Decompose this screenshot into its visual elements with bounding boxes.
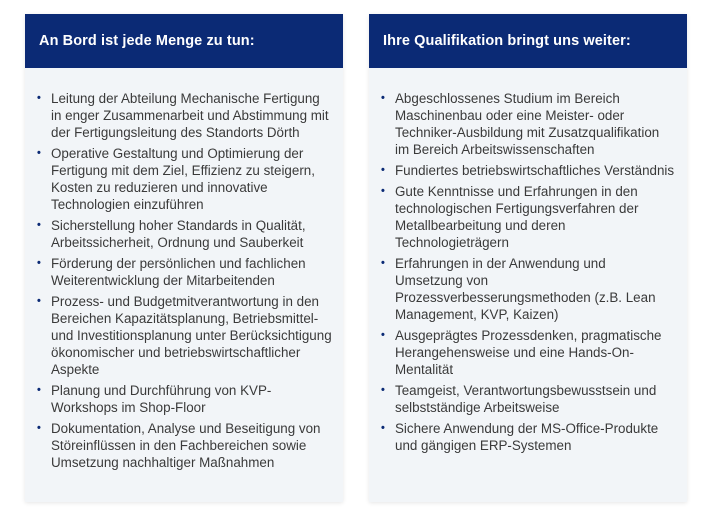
bullet-icon: • <box>37 295 41 307</box>
list-item <box>381 327 677 378</box>
list-item <box>37 293 333 378</box>
tasks-card <box>25 14 343 502</box>
list-item <box>37 217 333 251</box>
list-item-text: Operative Gestaltung und Optimierung der Fertigung mit dem Ziel, Effizienz zu steigern, Kosten zu reduzieren und innovative Technologien einzuführen <box>51 146 315 212</box>
qualification-card <box>369 14 687 502</box>
bullet-icon: • <box>37 384 41 396</box>
bullet-icon: • <box>381 164 385 176</box>
list-item-text: Dokumentation, Analyse und Beseitigung von Störeinflüssen in den Fachbereichen sowie Umsetzung nachhaltiger Maßnahmen <box>51 421 321 470</box>
list-item-text: Teamgeist, Verantwortungsbewusstsein und selbstständige Arbeitsweise <box>395 383 657 415</box>
list-item-text: Abgeschlossenes Studium im Bereich Maschinenbau oder eine Meister- oder Techniker-Ausbildung mit Zusatzqualifikation im Bereich Arbeitswissenschaften <box>395 91 660 157</box>
bullet-icon: • <box>37 219 41 231</box>
list-item-text: Fundiertes betriebswirtschaftliches Verständnis <box>395 163 675 178</box>
bullet-icon: • <box>37 257 41 269</box>
qualification-list <box>369 68 687 454</box>
list-item-text: Sichere Anwendung der MS-Office-Produkte und gängigen ERP-Systemen <box>395 421 659 453</box>
bullet-icon: • <box>381 185 385 197</box>
bullet-icon: • <box>381 92 385 104</box>
list-item <box>37 255 333 289</box>
list-item-text: Förderung der persönlichen und fachlichen Weiterentwicklung der Mitarbeitenden <box>51 256 306 288</box>
list-item-text: Prozess- und Budgetmitverantwortung in den Bereichen Kapazitätsplanung, Betriebsmittel- und Investitionsplanung unter Berücksichtigung ökonomischer und betriebswirtschaftlicher Aspekte <box>51 294 332 377</box>
list-item <box>37 90 333 141</box>
list-item <box>381 90 677 158</box>
bullet-icon: • <box>37 422 41 434</box>
bullet-icon: • <box>381 257 385 269</box>
list-item <box>37 145 333 213</box>
list-item-text: Ausgeprägtes Prozessdenken, pragmatische Herangehensweise und eine Hands-On-Mentalität <box>395 328 662 377</box>
list-item <box>381 162 677 179</box>
list-item <box>381 382 677 416</box>
list-item-text: Planung und Durchführung von KVP-Workshops im Shop-Floor <box>51 383 272 415</box>
list-item-text: Leitung der Abteilung Mechanische Fertigung in enger Zusammenarbeit und Abstimmung mit der Fertigungsleitung des Standorts Dörth <box>51 91 329 140</box>
list-item <box>37 382 333 416</box>
bullet-icon: • <box>37 147 41 159</box>
bullet-icon: • <box>381 329 385 341</box>
tasks-card-title: An Bord ist jede Menge zu tun: <box>25 14 343 68</box>
bullet-icon: • <box>37 92 41 104</box>
list-item <box>381 183 677 251</box>
list-item <box>381 420 677 454</box>
list-item-text: Gute Kenntnisse und Erfahrungen in den technologischen Fertigungsverfahren der Metallbearbeitung und deren Technologieträgern <box>395 184 639 250</box>
qualification-card-title: Ihre Qualifikation bringt uns weiter: <box>369 14 687 68</box>
tasks-list <box>25 68 343 471</box>
bullet-icon: • <box>381 422 385 434</box>
list-item-text: Sicherstellung hoher Standards in Qualität, Arbeitssicherheit, Ordnung und Sauberkeit <box>51 218 306 250</box>
list-item-text: Erfahrungen in der Anwendung und Umsetzung von Prozessverbesserungsmethoden (z.B. Lean Management, KVP, Kaizen) <box>395 256 656 322</box>
list-item <box>381 255 677 323</box>
bullet-icon: • <box>381 384 385 396</box>
list-item <box>37 420 333 471</box>
